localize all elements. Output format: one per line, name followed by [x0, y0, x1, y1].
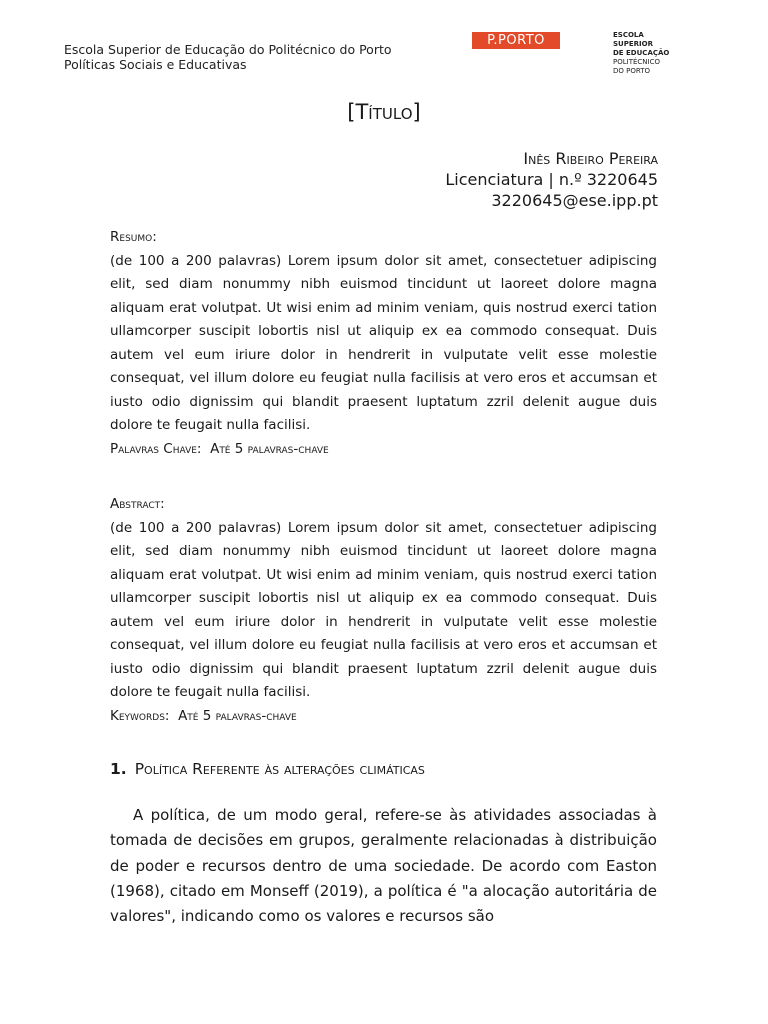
document-header — [64, 42, 392, 72]
abstract-text: (de 100 a 200 palavras) Lorem ipsum dolor sit amet, consectetuer adipiscing elit, sed diam nonummy nibh euismod tincidunt ut laoreet dolore magna aliquam erat volutpat. Ut wisi enim ad minim veniam, quis nostrud exerci tation ullamcorper suscipit lobortis nisl ut aliquip ex ea commodo consequat. Duis autem vel eum iriure dolor in hendrerit in vulputate velit esse molestie consequat, vel illum dolore eu feugiat nulla facilisis at vero eros et accumsan et iusto odio dignissim qui blandit praesent luptatum zzril delenit augue duis dolore te feugait nulla facilisi. — [110, 519, 657, 700]
resumo-section — [110, 226, 657, 461]
resumo-text: (de 100 a 200 palavras) Lorem ipsum dolor sit amet, consectetuer adipiscing elit, sed diam nonummy nibh euismod tincidunt ut laoreet dolore magna aliquam erat volutpat. Ut wisi enim ad minim veniam, quis nostrud exerci tation ullamcorper suscipit lobortis nisl ut aliquip ex ea commodo consequat. Duis autem vel eum iriure dolor in hendrerit in vulputate velit esse molestie consequat, vel illum dolore eu feugiat nulla facilisis at vero eros et accumsan et iusto odio dignissim qui blandit praesent luptatum zzril delenit augue duis dolore te feugait nulla facilisi. — [110, 252, 657, 433]
resumo-keywords — [110, 438, 657, 462]
resumo-keywords-value: Até 5 palavras-chave — [210, 440, 329, 457]
author-email: 3220645@ese.ipp.pt — [491, 191, 658, 210]
author-name: Inês Ribeiro Pereira — [523, 149, 658, 168]
department-name: Políticas Sociais e Educativas — [64, 57, 247, 72]
page-title: [Título] — [347, 100, 421, 124]
resumo-keywords-label: Palavras Chave: — [110, 440, 202, 457]
abstract-keywords-label: Keywords: — [110, 707, 170, 724]
school-logo-line: DO PORTO — [613, 67, 650, 75]
school-logo-line: POLITÉCNICO — [613, 58, 660, 66]
body-paragraph: A política, de um modo geral, refere-se às atividades associadas à tomada de decisões em grupos, geralmente relacionadas à distribuição de poder e recursos dentro de uma sociedade. De acordo com Easton (1968), citado em Monseff (2019), a política é "a alocação autoritária de valores", indicando como os valores e recursos são — [110, 806, 657, 926]
section-number: 1. — [110, 760, 127, 778]
school-logo-line: ESCOLA — [613, 31, 644, 39]
abstract-keywords — [110, 705, 657, 729]
section-title: Política Referente às alterações climáticas — [134, 760, 425, 778]
school-logo-line: SUPERIOR — [613, 40, 653, 48]
school-logo-line: DE EDUCAÇÃO — [613, 49, 670, 57]
section-heading — [110, 760, 425, 778]
resumo-label: Resumo: — [110, 229, 157, 245]
abstract-label: Abstract: — [110, 496, 165, 512]
author-block — [445, 148, 658, 211]
abstract-keywords-value: Até 5 palavras-chave — [178, 707, 297, 724]
author-degree: Licenciatura | n.º 3220645 — [445, 170, 658, 189]
school-logo — [613, 31, 669, 76]
pporto-logo: P.PORTO — [472, 32, 560, 49]
abstract-section — [110, 493, 657, 728]
institution-name: Escola Superior de Educação do Politécnico do Porto — [64, 42, 392, 57]
